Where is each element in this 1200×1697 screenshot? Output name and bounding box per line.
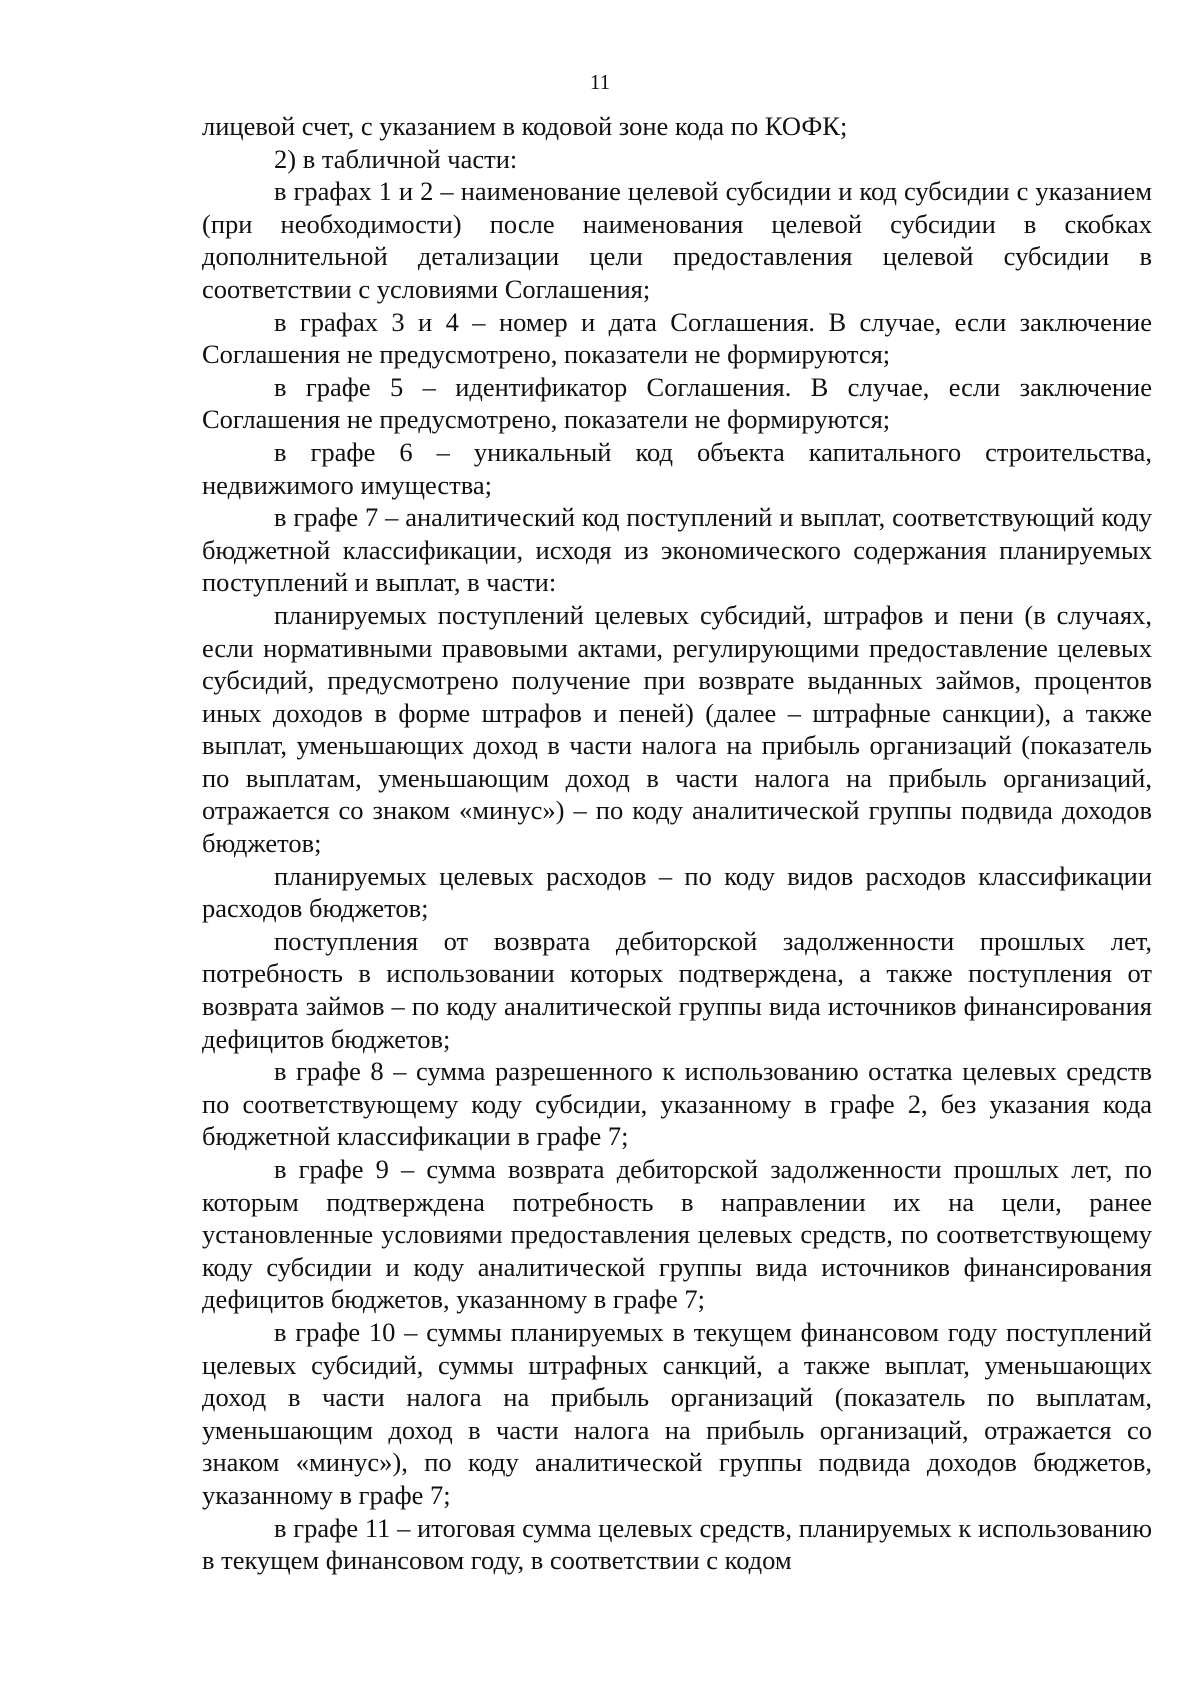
paragraph-column-9: в графе 9 – сумма возврата дебиторской задолженности прошлых лет, по которым подтверждена потребность в направлении их на цели, ранее установленные условиями предоставления целевых средств, по соответствующему коду субсидии и коду аналитической группы вида источников финансирования дефицитов бюджетов, указанному в графе 7; xyxy=(202,1154,1152,1315)
paragraph-columns-1-2: в графах 1 и 2 – наименование целевой субсидии и код субсидии с указанием (при необходимости) после наименования целевой субсидии в скобках дополнительной детализации цели предоставления целевой субсидии в соответствии с условиями Соглашения; xyxy=(202,176,1152,304)
paragraph-continuation: лицевой счет, с указанием в кодовой зоне кода по КОФК; xyxy=(202,111,848,141)
paragraph-planned-expenses: планируемых целевых расходов – по коду видов расходов классификации расходов бюджетов; xyxy=(202,860,1152,924)
paragraph-column-10: в графе 10 – суммы планируемых в текущем финансовом году поступлений целевых субсидий, суммы штрафных санкций, а также выплат, уменьшающих доход в части налога на прибыль организаций (показатель по выплатам, уменьшающим доход в части налога на прибыль организаций, отражается со знаком «минус»), по коду аналитической группы подвида доходов бюджетов, указанному в графе 7; xyxy=(202,1316,1152,1510)
paragraph-column-5: в графе 5 – идентификатор Соглашения. В случае, если заключение Соглашения не предусмотрено, показатели не формируются; xyxy=(202,371,1152,435)
paragraph-columns-3-4: в графах 3 и 4 – номер и дата Соглашения. В случае, если заключение Соглашения не предусмотрено, показатели не формируются; xyxy=(202,306,1152,370)
page-number: 11 xyxy=(589,70,611,94)
paragraph-column-8: в графе 8 – сумма разрешенного к использованию остатка целевых средств по соответствующему коду субсидии, указанному в графе 2, без указания кода бюджетной классификации в графе 7; xyxy=(202,1056,1152,1152)
paragraph-column-7: в графе 7 – аналитический код поступлений и выплат, соответствующий коду бюджетной классификации, исходя из экономического содержания планируемых поступлений и выплат, в части: xyxy=(202,502,1152,598)
document-body xyxy=(202,110,1152,1577)
paragraph-table-section-heading: 2) в табличной части: xyxy=(274,143,518,174)
paragraph-planned-receipts: планируемых поступлений целевых субсидий, штрафов и пени (в случаях, если нормативными правовыми актами, регулирующими предоставление целевых субсидий, предусмотрено получение при возврате выданных займов, процентов иных доходов в форме штрафов и пеней) (далее – штрафные санкции), а также выплат, уменьшающих доход в части налога на прибыль организаций (показатель по выплатам, уменьшающим доход в части налога на прибыль организаций, отражается со знаком «минус») – по коду аналитической группы подвида доходов бюджетов; xyxy=(202,599,1152,859)
paragraph-receivables-return: поступления от возврата дебиторской задолженности прошлых лет, потребность в использовании которых подтверждена, а также поступления от возврата займов – по коду аналитической группы вида источников финансирования дефицитов бюджетов; xyxy=(202,925,1152,1054)
paragraph-column-6: в графе 6 – уникальный код объекта капитального строительства, недвижимого имущества; xyxy=(202,436,1152,500)
paragraph-column-11: в графе 11 – итоговая сумма целевых средств, планируемых к использованию в текущем финансовом году, в соответствии с кодом xyxy=(202,1512,1152,1576)
